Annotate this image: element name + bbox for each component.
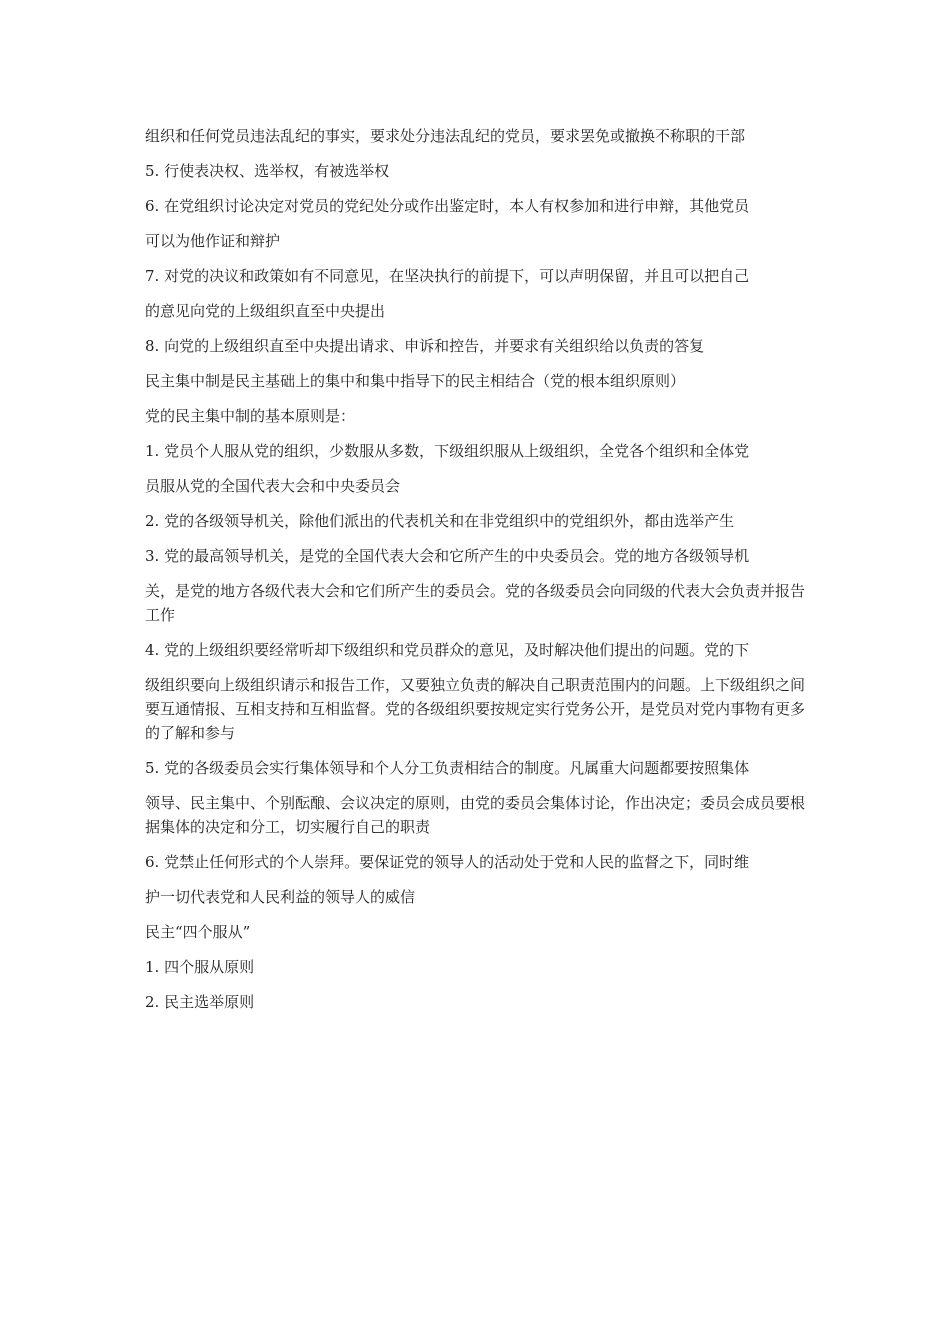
paragraph: 党的民主集中制的基本原则是： — [145, 407, 356, 425]
document-body — [145, 124, 810, 1025]
paragraph: 护一切代表党和人民利益的领导人的威信 — [145, 888, 416, 906]
paragraph: 6. 党禁止任何形式的个人崇拜。要保证党的领导人的活动处于党和人民的监督之下，同时维 — [145, 853, 750, 871]
paragraph: 8. 向党的上级组织直至中央提出请求、申诉和控告，并要求有关组织给以负责的答复 — [145, 337, 705, 355]
paragraph: 1. 党员个人服从党的组织，少数服从多数，下级组织服从上级组织，全党各个组织和全体党 — [145, 442, 750, 460]
paragraph: 员服从党的全国代表大会和中央委员会 — [145, 477, 401, 495]
paragraph: 关，是党的地方各级代表大会和它们所产生的委员会。党的各级委员会向同级的代表大会负责并报告工作 — [145, 582, 806, 624]
paragraph: 6. 在党组织讨论决定对党员的党纪处分或作出鉴定时，本人有权参加和进行申辩，其他党员 — [145, 197, 750, 215]
paragraph: 5. 党的各级委员会实行集体领导和个人分工负责相结合的制度。凡属重大问题都要按照集体 — [145, 759, 750, 777]
paragraph: 2. 党的各级领导机关，除他们派出的代表机关和在非党组织中的党组织外，都由选举产生 — [145, 512, 735, 530]
list-item: 2. 民主选举原则 — [145, 993, 255, 1011]
section-heading: 民主“四个服从” — [145, 923, 251, 941]
paragraph: 4. 党的上级组织要经常听却下级组织和党员群众的意见，及时解决他们提出的问题。党的下 — [145, 641, 750, 659]
paragraph: 组织和任何党员违法乱纪的事实，要求处分违法乱纪的党员，要求罢免或撤换不称职的干部 — [145, 127, 746, 145]
paragraph: 级组织要向上级组织请示和报告工作，又要独立负责的解决自己职责范围内的问题。上下级组织之间要互通情报、互相支持和互相监督。党的各级组织要按规定实行党务公开，是党员对党内事物有更多的了解和参与 — [145, 676, 806, 742]
paragraph: 3. 党的最高领导机关，是党的全国代表大会和它所产生的中央委员会。党的地方各级领导机 — [145, 547, 750, 565]
paragraph: 的意见向党的上级组织直至中央提出 — [145, 302, 386, 320]
paragraph: 领导、民主集中、个别酝酿、会议决定的原则，由党的委员会集体讨论，作出决定；委员会成员要根据集体的决定和分工，切实履行自己的职责 — [145, 794, 806, 836]
paragraph: 可以为他作证和辩护 — [145, 232, 281, 250]
paragraph: 7. 对党的决议和政策如有不同意见，在坚决执行的前提下，可以声明保留，并且可以把自己 — [145, 267, 750, 285]
list-item: 1. 四个服从原则 — [145, 958, 255, 976]
paragraph: 民主集中制是民主基础上的集中和集中指导下的民主相结合（党的根本组织原则） — [145, 372, 686, 390]
paragraph: 5. 行使表决权、选举权，有被选举权 — [145, 162, 390, 180]
